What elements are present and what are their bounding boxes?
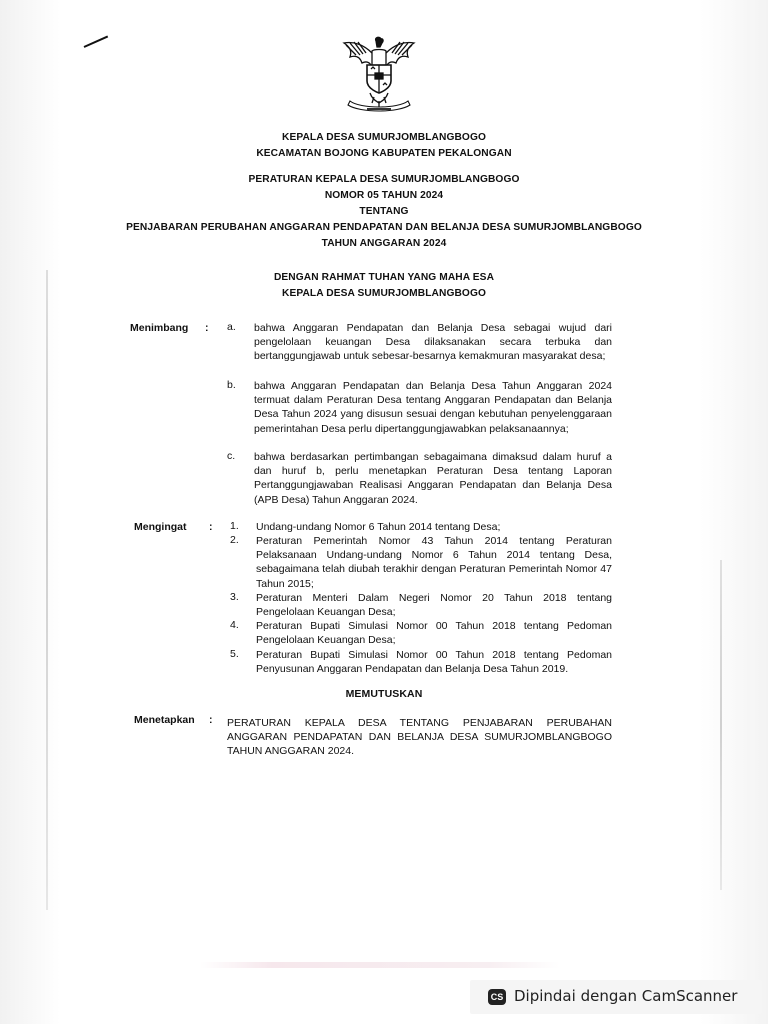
mengingat-item-3: Peraturan Menteri Dalam Negeri Nomor 20 Tahun 2018 tentang Pengelolaan Keuangan Desa; — [256, 592, 612, 619]
menimbang-marker-a: a. — [227, 321, 236, 333]
garuda-emblem-icon — [336, 35, 422, 115]
district-title: KECAMATAN BOJONG KABUPATEN PEKALONGAN — [256, 148, 512, 159]
mengingat-item-1: Undang-undang Nomor 6 Tahun 2014 tentang Desa; — [256, 521, 501, 533]
regulation-title: PERATURAN KEPALA DESA SUMURJOMBLANGBOGO — [248, 174, 520, 185]
menimbang-marker-c: c. — [227, 450, 236, 462]
mengingat-marker-5: 5. — [230, 648, 239, 660]
mengingat-item-5: Peraturan Bupati Simulasi Nomor 00 Tahun 2018 tentang Pedoman Penyusunan Anggaran Pendapatan dan Belanja Desa Tahun 2019. — [256, 649, 612, 676]
mengingat-marker-2: 2. — [230, 534, 239, 546]
mengingat-colon: : — [209, 521, 213, 533]
menimbang-label: Menimbang — [130, 322, 189, 334]
menimbang-colon: : — [205, 322, 209, 334]
camscanner-text: Dipindai dengan CamScanner — [514, 987, 738, 1005]
regulation-subject: PENJABARAN PERUBAHAN ANGGARAN PENDAPATAN DAN BELANJA DESA SUMURJOMBLANGBOGO — [126, 222, 642, 233]
mengingat-item-4: Peraturan Bupati Simulasi Nomor 00 Tahun 2018 tentang Pedoman Pengelolaan Keuangan Desa; — [256, 620, 612, 647]
mengingat-marker-3: 3. — [230, 591, 239, 603]
fiscal-year: TAHUN ANGGARAN 2024 — [321, 238, 447, 249]
menetapkan-colon: : — [209, 714, 213, 726]
page-edge-left — [46, 270, 48, 910]
mengingat-item-2: Peraturan Pemerintah Nomor 43 Tahun 2014 tentang Peraturan Pelaksanaan Undang-undang Nomor 6 Tahun 2014 tentang Desa, sebagaimana telah diubah terakhir dengan Peraturan Pemerintah Nomor 47 Tahun 2015; — [256, 535, 612, 590]
pen-mark — [84, 36, 109, 48]
opening-line: DENGAN RAHMAT TUHAN YANG MAHA ESA — [273, 272, 495, 283]
regulation-number: NOMOR 05 TAHUN 2024 — [324, 190, 444, 201]
regulation-about: TENTANG — [359, 206, 409, 217]
menimbang-item-c: bahwa berdasarkan pertimbangan sebagaimana dimaksud dalam huruf a dan huruf b, perlu menetapkan Peraturan Desa tentang Laporan Pertanggungjawaban Realisasi Anggaran Pendapatan dan Belanja Desa (APB Desa) Tahun Anggaran 2024. — [254, 451, 612, 506]
mengingat-marker-1: 1. — [230, 520, 239, 532]
menetapkan-text: PERATURAN KEPALA DESA TENTANG PENJABARAN PERUBAHAN ANGGARAN PENDAPATAN DAN BELANJA DESA SUMURJOMBLANGBOGO TAHUN ANGGARAN 2024. — [227, 717, 612, 758]
menimbang-item-b: bahwa Anggaran Pendapatan dan Belanja Desa Tahun Anggaran 2024 termuat dalam Peraturan Desa tentang Anggaran Pendapatan dan Belanja Desa Tahun 2024 yang disusun sesuai dengan kebutuhan penyelenggaraan pemerintahan Desa perlu dipertanggungjawabkan pelaksanaannya; — [254, 380, 612, 435]
menetapkan-label: Menetapkan — [134, 714, 195, 726]
memutuskan-heading: MEMUTUSKAN — [345, 688, 423, 700]
menimbang-item-a: bahwa Anggaran Pendapatan dan Belanja Desa sebagai wujud dari pengelolaan keuangan Desa dilaksanakan secara terbuka dan bertanggungjawab untuk sebesar-besarnya kemakmuran masyarakat desa; — [254, 322, 612, 363]
mengingat-label: Mengingat — [134, 521, 187, 533]
page-edge-right — [720, 560, 722, 890]
opening-authority: KEPALA DESA SUMURJOMBLANGBOGO — [281, 288, 486, 299]
bleed-through-mark — [200, 962, 560, 968]
menimbang-marker-b: b. — [227, 379, 236, 391]
mengingat-marker-4: 4. — [230, 619, 239, 631]
village-head-title: KEPALA DESA SUMURJOMBLANGBOGO — [281, 132, 486, 143]
camscanner-logo-icon: CS — [488, 989, 506, 1005]
